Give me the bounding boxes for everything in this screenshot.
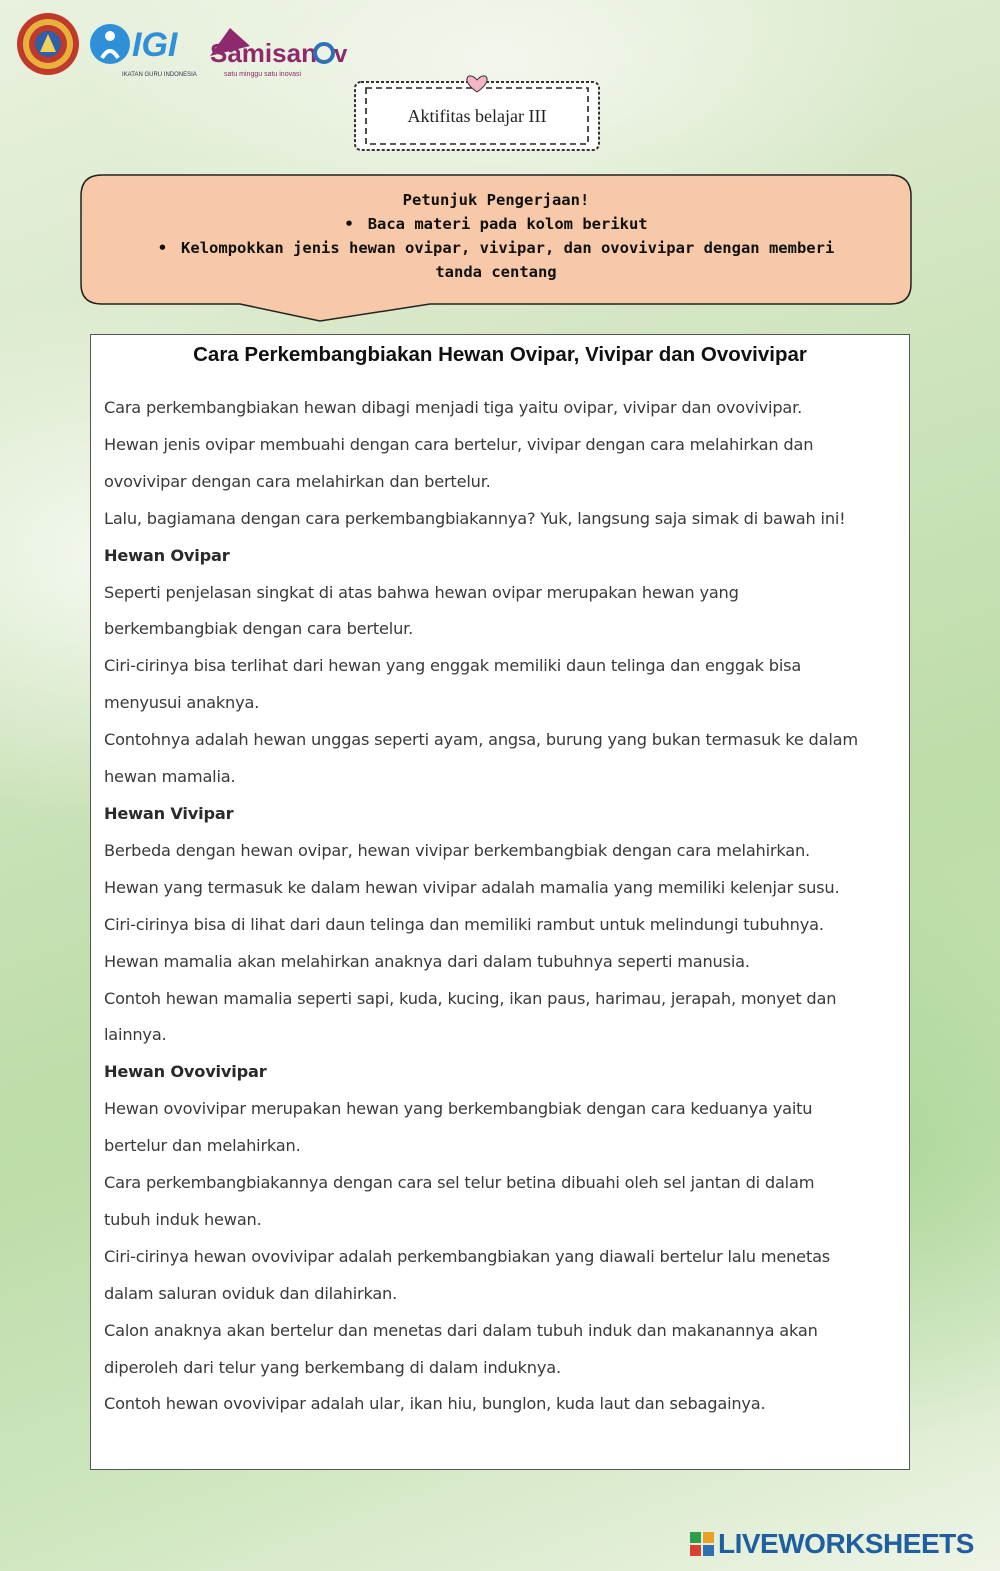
section-heading-ovovivipar: Hewan Ovovivipar [104,1062,267,1082]
article-line: Berbeda dengan hewan ovipar, hewan vivipar berkembangbiak dengan cara melahirkan. [104,840,810,860]
activity-title-frame [352,72,602,154]
instruction-item: • Baca materi pada kolom berikut [344,215,648,233]
section-heading-vivipar: Hewan Vivipar [104,803,234,823]
article-line: hewan mamalia. [104,767,236,787]
liveworksheets-mark-icon [690,1532,714,1556]
svg-text:Samisan: Samisan [210,38,317,68]
igi-logo-icon [88,18,208,82]
instruction-callout [80,174,912,322]
article-line: Contohnya adalah hewan unggas seperti ayam, angsa, burung yang bukan termasuk ke dalam [104,730,858,750]
article-line: Ciri-cirinya bisa terlihat dari hewan yang enggak memiliki daun telinga dan enggak bisa [104,656,802,676]
article-line: Hewan yang termasuk ke dalam hewan vivipar adalah mamalia yang memiliki kelenjar susu. [104,877,840,897]
instruction-heading: Petunjuk Pengerjaan! [402,191,590,209]
instruction-continuation: tanda centang [435,263,557,281]
article-line: lainnya. [104,1025,167,1045]
svg-text:IKATAN GURU INDONESIA: IKATAN GURU INDONESIA [122,72,197,78]
section-heading-ovipar: Hewan Ovipar [104,545,230,565]
instruction-list [80,212,912,260]
article-line: Cara perkembangbiakannya dengan cara sel telur betina dibuahi oleh sel jantan di dalam [104,1173,815,1193]
article-title: Cara Perkembangbiakan Hewan Ovipar, Vivipar dan Ovovivipar [193,343,807,366]
svg-text:v: v [334,41,348,68]
article-line: tubuh induk hewan. [104,1209,262,1229]
liveworksheets-text: LIVEWORKSHEETS [718,1528,974,1559]
article-line: Hewan ovovivipar merupakan hewan yang berkembangbiak dengan cara keduanya yaitu [104,1099,813,1119]
article-line: Cara perkembangbiakan hewan dibagi menjadi tiga yaitu ovipar, vivipar dan ovovivipar. [104,398,803,417]
activity-title: Aktifitas belajar III [407,105,547,126]
article-line: ovovivipar dengan cara melahirkan dan bertelur. [104,471,491,491]
article-line: menyusui anaknya. [104,693,260,713]
article-line: Ciri-cirinya bisa di lihat dari daun telinga dan memiliki rambut untuk melindungi tubuhnya. [104,914,824,934]
header-logos [16,12,356,80]
svg-text:satu minggu satu inovasi: satu minggu satu inovasi [224,71,302,78]
article-line: Calon anaknya akan bertelur dan menetas dari dalam tubuh induk dan makanannya akan [104,1320,818,1340]
article-body [104,390,904,1423]
instruction-item: • Kelompokkan jenis hewan ovipar, vivipar, dan ovovivipar dengan memberi [157,239,835,257]
article-line: Hewan jenis ovipar membuahi dengan cara bertelur, vivipar dengan cara melahirkan dan [104,434,814,454]
bullet-icon: • [157,239,168,257]
article-line: Hewan mamalia akan melahirkan anaknya dari dalam tubuhnya seperti manusia. [104,951,750,971]
school-seal-icon [16,12,80,76]
article-line: berkembangbiak dengan cara bertelur. [104,619,414,639]
article-line: bertelur dan melahirkan. [104,1136,301,1156]
article-card [90,334,910,1470]
svg-text:IGI: IGI [132,26,178,64]
article-line: Contoh hewan mamalia seperti sapi, kuda, kucing, ikan paus, harimau, jerapah, monyet dan [104,988,837,1008]
article-line: Seperti penjelasan singkat di atas bahwa hewan ovipar merupakan hewan yang [104,582,739,602]
article-line: Ciri-cirinya hewan ovovivipar adalah perkembangbiakan yang diawali bertelur lalu menetas [104,1246,831,1266]
article-line: dalam saluran oviduk dan dilahirkan. [104,1283,398,1303]
article-line: Contoh hewan ovovivipar adalah ular, ikan hiu, bunglon, kuda laut dan sebagainya. [104,1394,766,1414]
liveworksheets-brand[interactable] [690,1527,974,1561]
article-line: Lalu, bagiamana dengan cara perkembangbiakannya? Yuk, langsung saja simak di bawah ini! [104,508,846,528]
samisanov-logo-icon [206,22,356,82]
article-line: diperoleh dari telur yang berkembang di dalam induknya. [104,1357,561,1377]
bullet-icon: • [344,215,354,233]
